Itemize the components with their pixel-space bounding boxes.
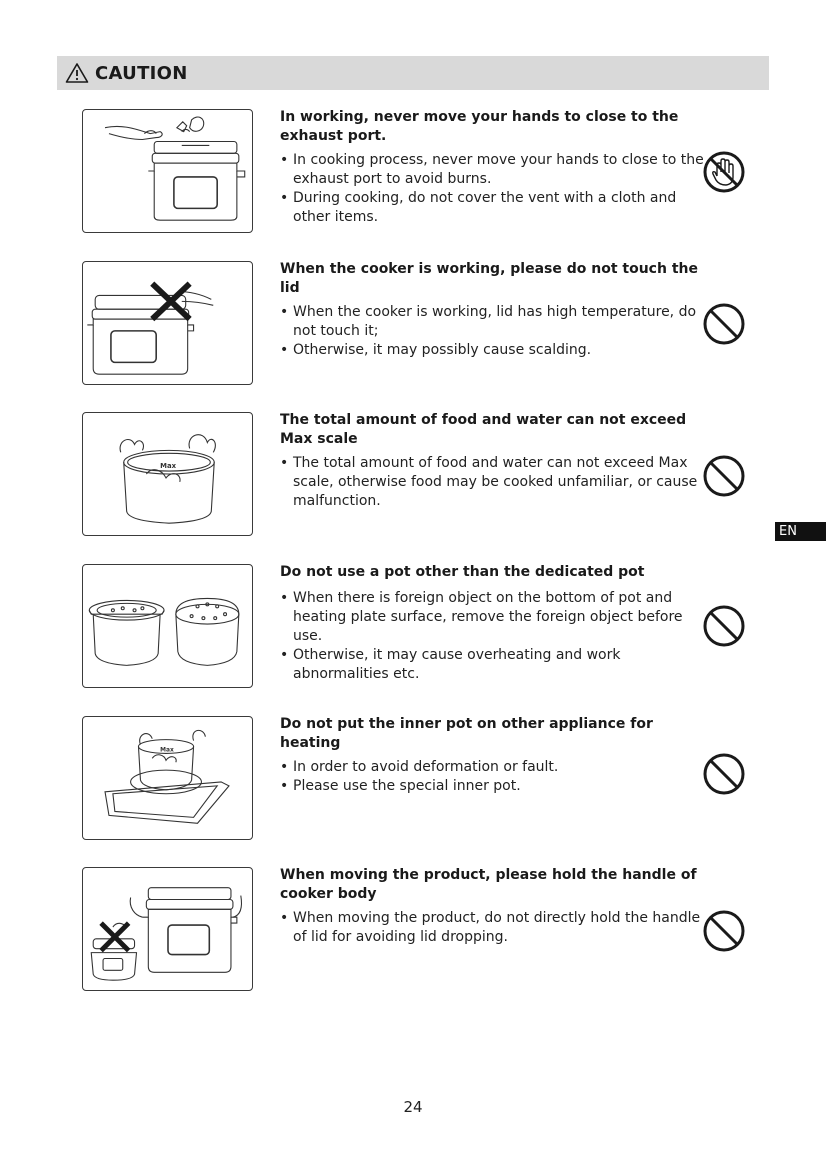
caution-section-other-appliance xyxy=(0,716,826,842)
bullet-item: • Please use the special inner pot. xyxy=(280,777,704,796)
bullet-item: • When the cooker is working, lid has high temperature, do not touch it; xyxy=(280,303,704,341)
prohibited-icon xyxy=(702,604,746,648)
caution-section-do-not-touch-lid xyxy=(0,261,826,387)
caution-section-max-scale xyxy=(0,412,826,538)
caution-header xyxy=(57,56,769,90)
bullet-item: • The total amount of food and water can not exceed Max scale, otherwise food may be cooked unfamiliar, or cause malfunction. xyxy=(280,454,704,511)
section-title: Do not use a pot other than the dedicated pot xyxy=(280,564,645,580)
caution-label: CAUTION xyxy=(95,62,188,84)
warning-triangle-icon xyxy=(65,62,89,84)
caution-section-dedicated-pot xyxy=(0,564,826,690)
prohibited-icon xyxy=(702,752,746,796)
section-title: The total amount of food and water can not exceed Max scale xyxy=(280,412,687,447)
bullet-item: • When there is foreign object on the bottom of pot and heating plate surface, remove the foreign object before use. xyxy=(280,589,704,646)
bullet-item: • In cooking process, never move your hands to close to the exhaust port to avoid burns. xyxy=(280,151,704,189)
section-title: Do not put the inner pot on other appliance for heating xyxy=(280,716,653,751)
bullet-item: • In order to avoid deformation or fault. xyxy=(280,758,704,777)
section-title: When the cooker is working, please do not touch the lid xyxy=(280,261,698,296)
bullet-item: • Otherwise, it may cause overheating and work abnormalities etc. xyxy=(280,646,704,684)
caution-section-moving-product xyxy=(0,867,826,993)
illustration-inner-pot-max xyxy=(82,412,253,536)
section-title: In working, never move your hands to close to the exhaust port. xyxy=(280,109,679,144)
max-scale-label: Max xyxy=(160,462,177,471)
bullet-item: • During cooking, do not cover the vent with a cloth and other items. xyxy=(280,189,704,227)
no-touch-hand-icon xyxy=(702,150,746,194)
illustration-carrying-cooker xyxy=(82,867,253,991)
prohibited-icon xyxy=(702,302,746,346)
page-number: 24 xyxy=(403,1098,423,1116)
bullet-item: • When moving the product, do not directly hold the handle of lid for avoiding lid dropping. xyxy=(280,909,704,947)
illustration-dedicated-pots xyxy=(82,564,253,688)
prohibited-icon xyxy=(702,454,746,498)
max-scale-label: Max xyxy=(160,747,174,754)
illustration-hand-near-exhaust xyxy=(82,109,253,233)
prohibited-icon xyxy=(702,909,746,953)
language-tab: EN xyxy=(775,522,826,541)
section-title: When moving the product, please hold the handle of cooker body xyxy=(280,867,697,902)
illustration-pot-on-hotplate xyxy=(82,716,253,840)
caution-section-exhaust-port xyxy=(0,109,826,235)
bullet-item: • Otherwise, it may possibly cause scalding. xyxy=(280,341,704,360)
illustration-touching-lid xyxy=(82,261,253,385)
